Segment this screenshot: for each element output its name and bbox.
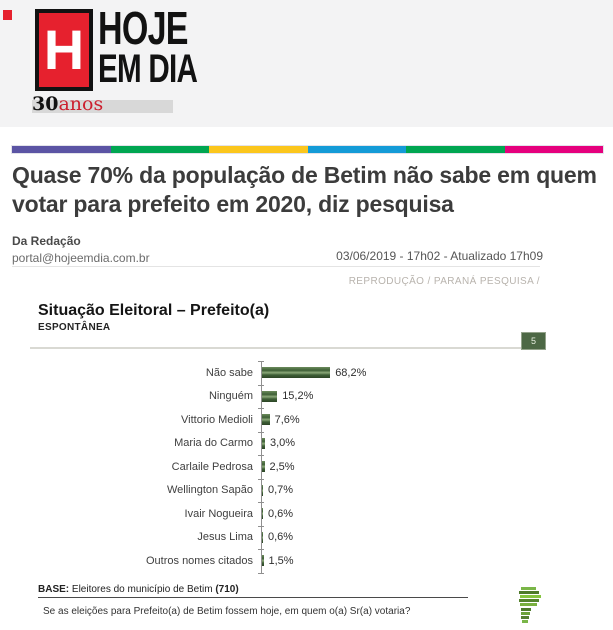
bar-category-label: Wellington Sapão: [166, 484, 253, 497]
bar-track: [261, 479, 583, 503]
bar: [262, 391, 277, 402]
bar: [262, 508, 263, 519]
bar-track: [261, 502, 583, 526]
bar-value-label: 0,6%: [268, 531, 294, 544]
strip-segment: [209, 146, 308, 153]
color-strip: [12, 146, 603, 153]
bar-category-label: Ninguém: [208, 390, 253, 403]
strip-segment: [505, 146, 604, 153]
chart-row: [38, 408, 583, 432]
chart-row: [38, 549, 583, 573]
bar: [262, 414, 270, 425]
bar-category-label: Jesus Lima: [197, 531, 253, 544]
red-marker: [3, 10, 12, 20]
base-label: BASE:: [38, 584, 70, 595]
site-header: [0, 0, 613, 127]
chart-row: [38, 455, 583, 479]
bar: [262, 555, 264, 566]
bar-value-label: 1,5%: [268, 554, 294, 567]
author-email-link[interactable]: portal@hojeemdia.com.br: [12, 251, 150, 265]
chart-row: [38, 479, 583, 503]
parana-pesquisas-logo-icon: [519, 587, 541, 625]
logo-line1: HOJE: [98, 2, 188, 54]
bar-track: [261, 361, 583, 385]
bar-category-label: Vittorio Medioli: [181, 413, 253, 426]
poll-question: Se as eleições para Prefeito(a) de Betim fossem hoje, em quem o(a) Sr(a) votaria?: [43, 606, 411, 617]
bar: [262, 438, 265, 449]
bar-value-label: 3,0%: [270, 437, 296, 450]
bar: [262, 461, 265, 472]
base-note: [38, 584, 239, 595]
bar: [262, 485, 263, 496]
bar-category-label: Carlaile Pedrosa: [171, 460, 253, 473]
bar-category-label: Outros nomes citados: [146, 554, 253, 567]
chart-row: [38, 385, 583, 409]
logo-line2: EM DIA: [98, 46, 198, 91]
base-rule: [38, 597, 468, 598]
bar-value-label: 7,6%: [274, 413, 300, 426]
meta-divider: [12, 266, 540, 267]
bar: [262, 532, 263, 543]
bar-value-label: 15,2%: [282, 390, 314, 403]
anniversary-number: 30: [32, 93, 59, 115]
strip-segment: [111, 146, 210, 153]
chart-row: [38, 526, 583, 550]
chart-row: [38, 502, 583, 526]
bar-category-label: Maria do Carmo: [174, 437, 253, 450]
strip-segment: [12, 146, 111, 153]
hoje-em-dia-logo[interactable]: [35, 2, 232, 91]
bar-category-label: Não sabe: [205, 366, 253, 379]
slide-number-badge: 5: [521, 332, 546, 350]
bar-value-label: 0,7%: [268, 484, 294, 497]
logo-wordmark: [98, 2, 198, 91]
image-credit: REPRODUÇÃO / PARANÁ PESQUISA /: [348, 276, 540, 287]
chart-row: [38, 361, 583, 385]
bar-track: [261, 455, 583, 479]
chart-row: [38, 432, 583, 456]
poll-title: Situação Eleitoral – Prefeito(a): [38, 302, 270, 319]
article-author: Da Redação: [12, 234, 81, 248]
article-headline: Quase 70% da população de Betim não sabe em quem votar para prefeito em 2020, diz pesquisa: [12, 162, 597, 218]
anniversary-text: [32, 93, 104, 115]
bar-track: [261, 385, 583, 409]
anniversary-banner: [30, 93, 173, 115]
bar-chart: [38, 361, 583, 573]
bar-value-label: 68,2%: [335, 366, 367, 379]
bar-value-label: 0,6%: [268, 507, 294, 520]
poll-subtitle: ESPONTÂNEA: [38, 322, 111, 333]
poll-divider: [30, 347, 521, 349]
base-count: (710): [215, 584, 239, 595]
anniversary-word: anos: [58, 93, 104, 115]
bar-category-label: Ivair Nogueira: [184, 507, 253, 520]
bar-track: [261, 526, 583, 550]
bar-track: [261, 432, 583, 456]
logo-h-letter: H: [43, 18, 85, 81]
bar-track: [261, 408, 583, 432]
article-timestamp: 03/06/2019 - 17h02 - Atualizado 17h09: [336, 249, 543, 263]
bar-track: [261, 549, 583, 573]
bar: [262, 367, 330, 378]
strip-segment: [406, 146, 505, 153]
bar-value-label: 2,5%: [269, 460, 295, 473]
logo-h-icon: [35, 9, 93, 91]
strip-segment: [308, 146, 407, 153]
base-text: Eleitores do município de Betim: [71, 584, 213, 595]
